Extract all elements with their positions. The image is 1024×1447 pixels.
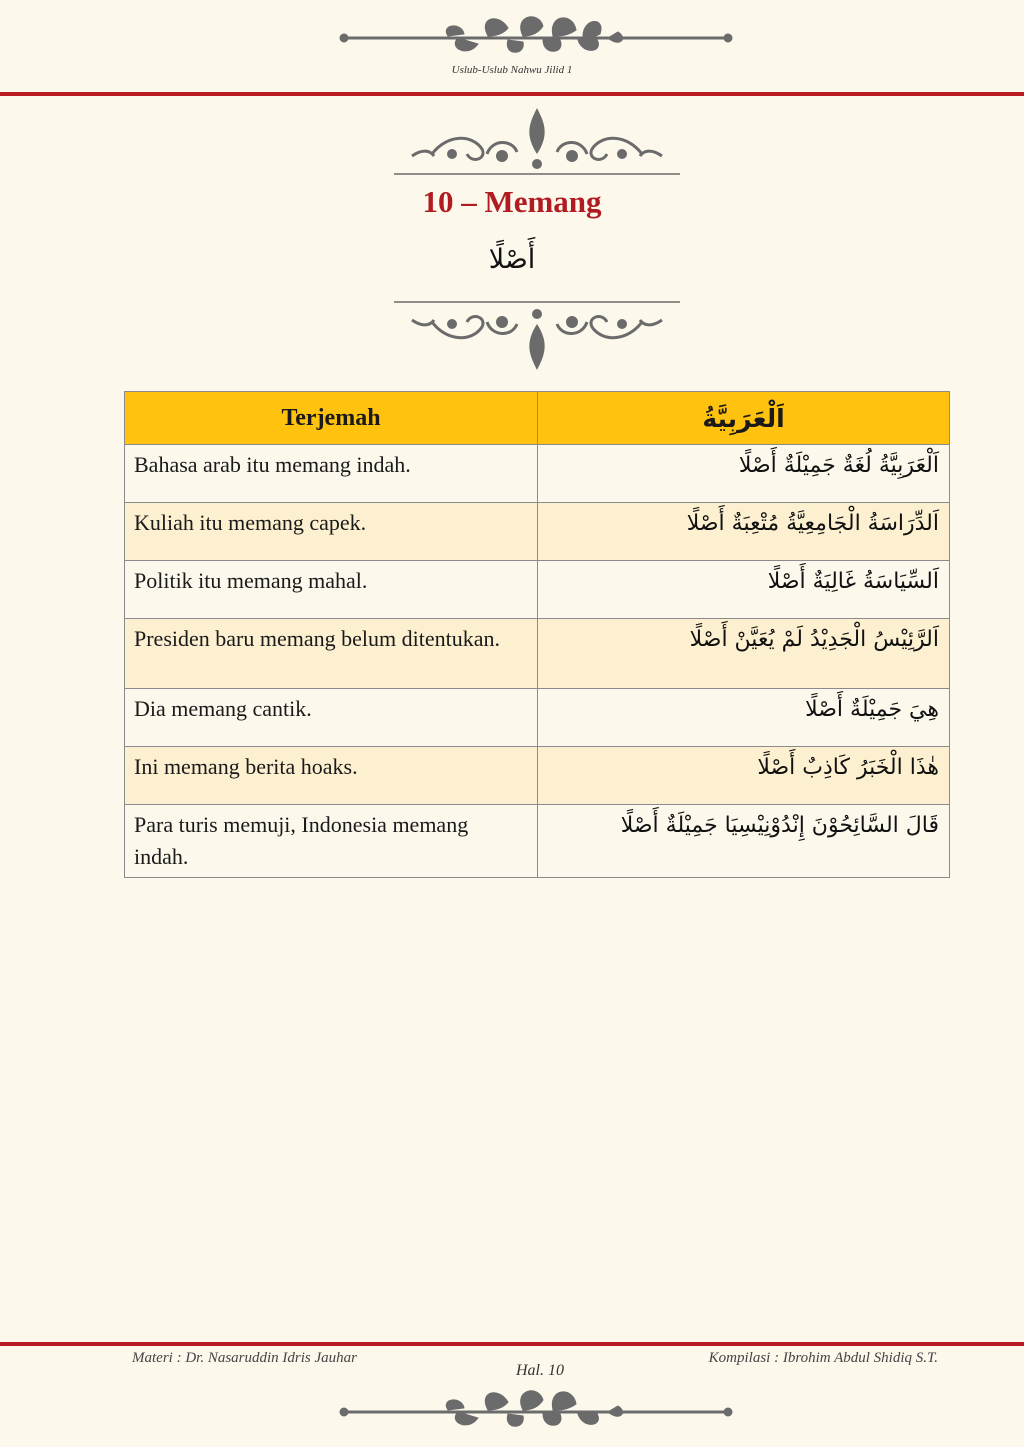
- chapter-title: 10 – Memang: [422, 184, 602, 219]
- footer-compiler: Kompilasi : Ibrohim Abdul Shidiq S.T.: [708, 1350, 938, 1366]
- chapter-arabic-title: أَصْلًا: [488, 244, 536, 275]
- translation-cell: Bahasa arab itu memang indah.: [125, 445, 538, 503]
- footer-author: Materi : Dr. Nasaruddin Idris Jauhar: [132, 1350, 358, 1366]
- arabic-cell: اَلرَّئِيْسُ الْجَدِيْدُ لَمْ يُعَيَّنْ أَصْلًا: [538, 619, 950, 689]
- arabic-cell: هٰذَا الْخَبَرُ كَاذِبٌ أَصْلًا: [538, 747, 950, 805]
- arabic-cell: اَلْعَرَبِيَّةُ لُغَةٌ جَمِيْلَةٌ أَصْلًا: [538, 445, 950, 503]
- translation-table: [124, 391, 950, 878]
- translation-cell: Para turis memuji, Indonesia memang indah.: [125, 805, 538, 878]
- table-row: [125, 561, 950, 619]
- table-row: [125, 619, 950, 689]
- page-number: Hal. 10: [516, 1362, 564, 1379]
- arabic-cell: اَلدِّرَاسَةُ الْجَامِعِيَّةُ مُتْعِبَةٌ أَصْلًا: [538, 503, 950, 561]
- table-header-row: [125, 392, 950, 445]
- header-title: Uslub-Uslub Nahwu Jilid 1: [451, 64, 573, 76]
- table-row: [125, 747, 950, 805]
- arabic-cell: قَالَ السَّائِحُوْنَ إِنْدُوْنِيْسِيَا جَمِيْلَةٌ أَصْلًا: [538, 805, 950, 878]
- translation-cell: Kuliah itu memang capek.: [125, 503, 538, 561]
- column-header-arabic: اَلْعَرَبِيَّةُ: [538, 392, 950, 445]
- translation-cell: Ini memang berita hoaks.: [125, 747, 538, 805]
- leaf-vine-ornament-icon: [338, 8, 734, 60]
- translation-cell: Dia memang cantik.: [125, 689, 538, 747]
- header-rule: [0, 92, 1024, 96]
- table-row: [125, 689, 950, 747]
- leaf-vine-ornament-icon: [338, 1386, 734, 1438]
- flourish-divider-icon: [392, 298, 682, 374]
- table-row: [125, 805, 950, 878]
- flourish-divider-icon: [392, 104, 682, 178]
- column-header-translation: Terjemah: [125, 392, 538, 445]
- table-row: [125, 445, 950, 503]
- translation-cell: Politik itu memang mahal.: [125, 561, 538, 619]
- table-row: [125, 503, 950, 561]
- arabic-cell: هِيَ جَمِيْلَةٌ أَصْلًا: [538, 689, 950, 747]
- footer-rule: [0, 1342, 1024, 1346]
- arabic-cell: اَلسِّيَاسَةُ غَالِيَةٌ أَصْلًا: [538, 561, 950, 619]
- translation-cell: Presiden baru memang belum ditentukan.: [125, 619, 538, 689]
